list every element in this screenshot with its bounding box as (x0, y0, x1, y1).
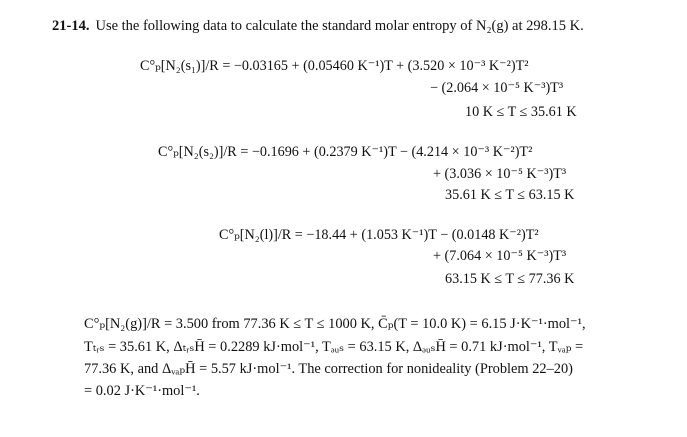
equation-solid2-line1: C°ₚ[N₂(s₂)]/R = −0.1696 + (0.2379 K⁻¹)T − (4.214 × 10⁻³ K⁻²)T² (158, 144, 533, 160)
gas-phase-line-1: C°ₚ[N₂(g)]/R = 3.500 from 77.36 K ≤ T ≤ 1000 K, C̄ₚ(T = 10.0 K) = 6.15 J·K⁻¹·mol⁻¹, (84, 316, 586, 332)
equation-liquid-range: 63.15 K ≤ T ≤ 77.36 K (445, 271, 575, 287)
gas-phase-line-2: Tₜᵣₛ = 35.61 K, ΔₜᵣₛH̄ = 0.2289 kJ·mol⁻¹, Tₔᵤₛ = 63.15 K, ΔₔᵤₛH̄ = 0.71 kJ·mol⁻¹, Tᵥₐₚ = (84, 339, 584, 355)
equation-solid1-line1: C°ₚ[N₂(s₁)]/R = −0.03165 + (0.05460 K⁻¹)T + (3.520 × 10⁻³ K⁻²)T² (140, 58, 529, 74)
gas-phase-line-3: 77.36 K, and ΔᵥₐₚH̄ = 5.57 kJ·mol⁻¹. The correction for nonideality (Problem 22–20) (84, 361, 573, 377)
problem-number: 21-14. (52, 18, 90, 34)
gas-phase-line-4: = 0.02 J·K⁻¹·mol⁻¹. (84, 383, 200, 399)
problem-statement: Use the following data to calculate the standard molar entropy of N₂(g) at 298.15 K. (95, 18, 584, 34)
equation-solid1-line2: − (2.064 × 10⁻⁵ K⁻³)T³ (430, 80, 564, 96)
equation-solid1-range: 10 K ≤ T ≤ 35.61 K (465, 104, 577, 120)
problem-header (52, 17, 584, 35)
equation-solid2-range: 35.61 K ≤ T ≤ 63.15 K (445, 187, 575, 203)
equation-liquid-line2: + (7.064 × 10⁻⁵ K⁻³)T³ (433, 248, 567, 264)
equation-liquid-line1: C°ₚ[N₂(l)]/R = −18.44 + (1.053 K⁻¹)T − (0.0148 K⁻²)T² (219, 227, 539, 243)
equation-solid2-line2: + (3.036 × 10⁻⁵ K⁻³)T³ (433, 166, 567, 182)
